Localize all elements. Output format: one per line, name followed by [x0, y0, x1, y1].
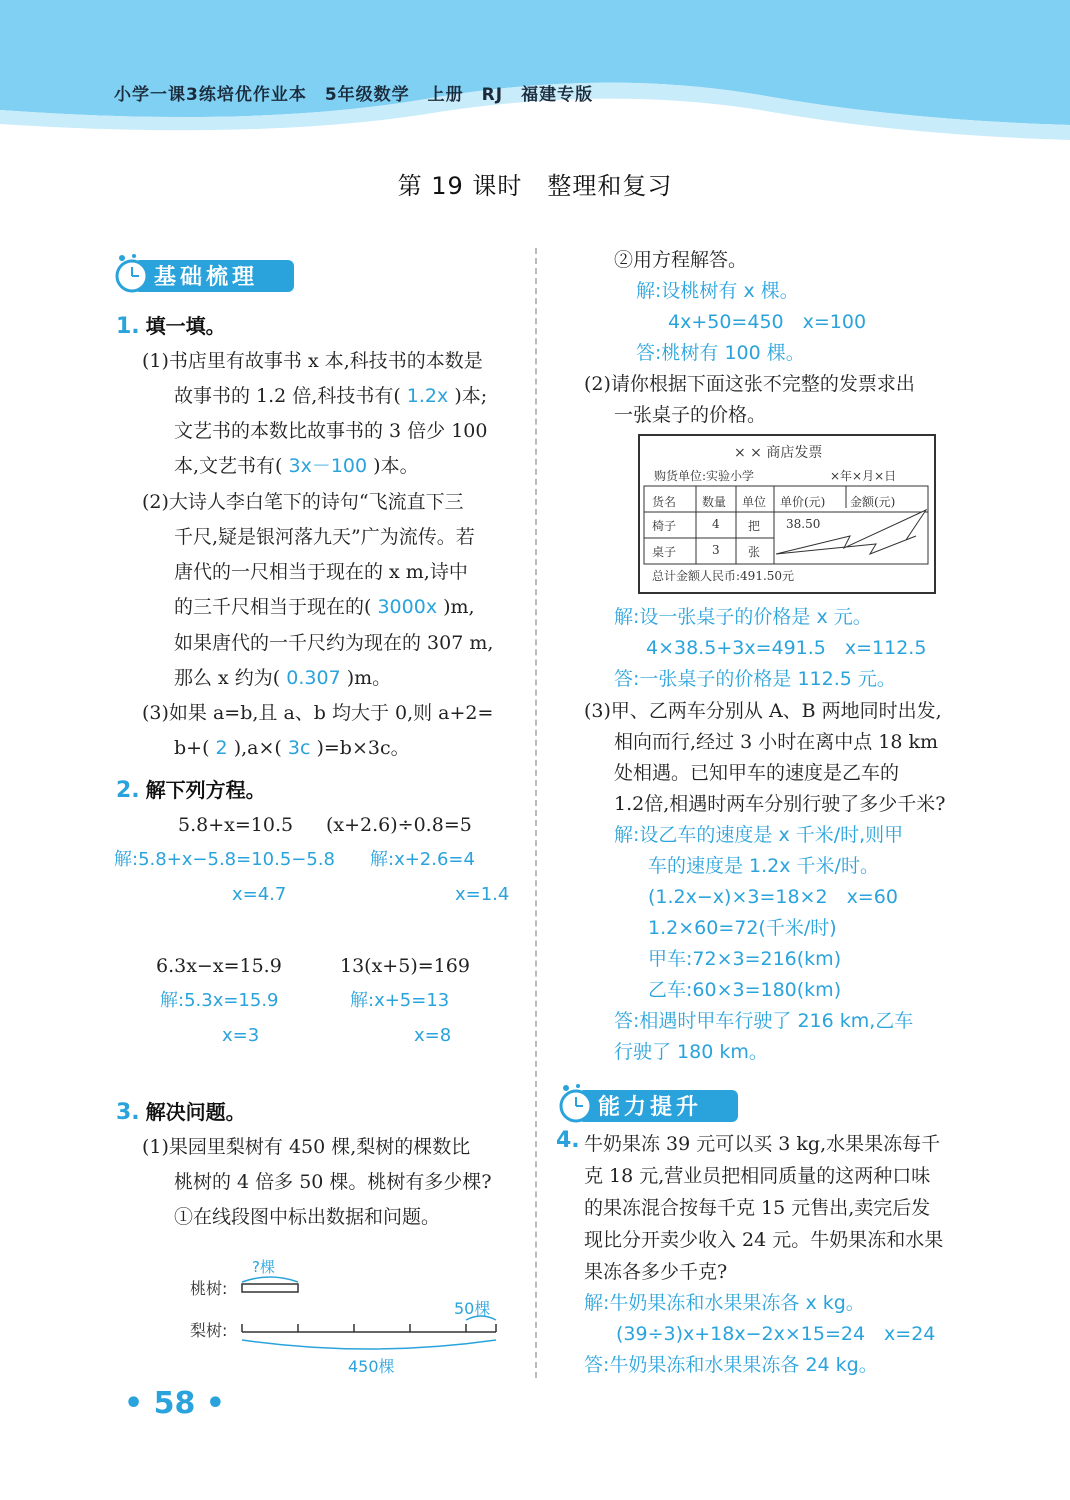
q3-p2-line2: 一张桌子的价格。 — [614, 404, 767, 426]
invoice-header-amount: 金额(元) — [850, 495, 896, 509]
page-number: • 58 • — [124, 1386, 225, 1421]
q2-eq1: 5.8+x=10.5 — [178, 814, 294, 836]
q1-line4 — [174, 453, 419, 479]
q3-p3-line1: (3)甲、乙两车分别从 A、B 两地同时出发, — [584, 700, 942, 722]
q2-sol1-step2: x=4.7 — [232, 884, 287, 905]
answer-1-6: 3c — [287, 737, 311, 759]
diagram-pear-label: 梨树: — [190, 1321, 228, 1340]
q3-p3-answer5: 甲车:72×3=216(km) — [648, 948, 842, 970]
q1-heading — [116, 310, 226, 339]
q4-line4: 现比分开卖少收入 24 元。牛奶果冻和水果 — [584, 1229, 944, 1251]
invoice-row1-qty: 4 — [712, 517, 720, 531]
answer-1-1: 1.2x — [406, 385, 449, 407]
q3-p1-line1: (1)果园里梨树有 450 棵,梨树的棵数比 — [142, 1136, 471, 1158]
invoice-row2-name: 桌子 — [652, 545, 677, 559]
q3-p3-answer4: 1.2×60=72(千米/时) — [648, 917, 837, 939]
q3-p3-answer8: 行驶了 180 km。 — [614, 1041, 768, 1063]
q1-line10 — [174, 665, 391, 691]
q1-line12-end: )=b×3c。 — [316, 737, 410, 759]
q4-answer1: 解:牛奶果冻和水果果冻各 x kg。 — [584, 1292, 865, 1314]
q3-p2-answer1: 解:设一张桌子的价格是 x 元。 — [614, 606, 872, 628]
invoice-buyer: 购货单位:实验小学 — [654, 469, 755, 483]
q3-p3-line2: 相向而行,经过 3 小时在离中点 18 km — [614, 731, 938, 753]
invoice-header-qty: 数量 — [702, 495, 727, 509]
q1-line12-mid: ),a×( — [233, 737, 282, 759]
q3-p1-answer1: 解:设桃树有 x 棵。 — [636, 280, 799, 302]
q1-line12 — [174, 735, 410, 761]
invoice-row2-unit: 张 — [748, 545, 761, 559]
q1-line8-text: 的三千尺相当于现在的( — [174, 596, 372, 618]
invoice-row1-name: 椅子 — [652, 519, 677, 533]
section-badge-advanced — [556, 1088, 740, 1122]
q3-p3-answer1: 解:设乙车的速度是 x 千米/时,则甲 — [614, 824, 904, 846]
q3-p1-line3: ①在线段图中标出数据和问题。 — [174, 1206, 441, 1228]
q4-answer3: 答:牛奶果冻和水果果冻各 24 kg。 — [584, 1354, 878, 1376]
q3-p3-answer7: 答:相遇时甲车行驶了 216 km,乙车 — [614, 1010, 914, 1032]
q1-line1: (1)书店里有故事书 x 本,科技书的本数是 — [142, 350, 483, 372]
section-label-advanced: 能力提升 — [598, 1095, 703, 1120]
line-segment-diagram — [186, 1250, 516, 1380]
q4-line2: 克 18 元,营业员把相同质量的这两种口味 — [584, 1165, 931, 1187]
invoice-row1-price: 38.50 — [786, 517, 821, 531]
q4-line3: 的果冻混合按每千克 15 元售出,卖完后发 — [584, 1197, 931, 1219]
q1-line2 — [174, 383, 487, 409]
q1-line8 — [174, 594, 475, 620]
q1-line9: 如果唐代的一千尺约为现在的 307 m, — [174, 632, 494, 654]
q1-line4-end: )本。 — [373, 455, 419, 477]
q3-p3-line3: 处相遇。已知甲车的速度是乙车的 — [614, 762, 900, 784]
section-badge-basic — [112, 258, 296, 292]
invoice-header-price: 单价(元) — [780, 495, 826, 509]
q2-sol4-step1: 解:x+5=13 — [350, 990, 450, 1011]
q3-p1-answer3: 答:桃树有 100 棵。 — [636, 342, 805, 364]
q2-heading — [116, 774, 266, 803]
q4-number: 4. — [556, 1128, 580, 1153]
q3-p1-line4: ②用方程解答。 — [614, 249, 748, 271]
section-label-basic: 基础梳理 — [154, 265, 259, 290]
invoice-date: ×年×月×日 — [830, 469, 897, 483]
q3-p2-answer3: 答:一张桌子的价格是 112.5 元。 — [614, 668, 896, 690]
answer-1-2: 3x－100 — [288, 455, 368, 477]
q1-line8-end: )m, — [443, 596, 475, 618]
diagram-question: ?棵 — [252, 1258, 275, 1276]
q3-heading — [116, 1096, 246, 1125]
q4-line1: 牛奶果冻 39 元可以买 3 kg,水果果冻每千 — [584, 1133, 941, 1155]
book-series-title: 小学一课3练培优作业本 5年级数学 上册 RJ 福建专版 — [114, 85, 594, 105]
q1-line7: 唐代的一尺相当于现在的 x m,诗中 — [174, 561, 468, 583]
invoice-total: 总计金额人民币:491.50元 — [652, 569, 795, 583]
q1-line6: 千尺,疑是银河落九天”广为流传。若 — [174, 526, 475, 548]
column-divider — [535, 248, 537, 1378]
q1-line3: 文艺书的本数比故事书的 3 倍少 100 — [174, 420, 488, 442]
q1-line12-text: b+( — [174, 737, 210, 759]
q2-sol3-step1: 解:5.3x=15.9 — [160, 990, 279, 1011]
answer-1-3: 3000x — [377, 596, 438, 618]
q4-answer2: (39÷3)x+18x−2x×15=24 x=24 — [616, 1323, 936, 1345]
q3-title: 解决问题。 — [145, 1100, 246, 1124]
q2-sol2-step1: 解:x+2.6=4 — [370, 849, 475, 870]
diagram-peach-label: 桃树: — [190, 1279, 228, 1298]
q1-line5: (2)大诗人李白笔下的诗句“飞流直下三 — [142, 491, 464, 513]
q3-p3-answer3: (1.2x−x)×3=18×2 x=60 — [648, 886, 898, 908]
diagram-total: 450棵 — [348, 1357, 395, 1376]
q1-number: 1. — [116, 314, 140, 339]
q1-line10-text: 那么 x 约为( — [174, 667, 281, 689]
diagram-extra: 50棵 — [454, 1299, 491, 1318]
q2-number: 2. — [116, 778, 140, 803]
answer-1-5: 2 — [215, 737, 228, 759]
invoice — [638, 434, 936, 594]
q3-p1-answer2: 4x+50=450 x=100 — [668, 311, 867, 333]
q2-eq3: 6.3x−x=15.9 — [156, 955, 282, 977]
q3-p2-answer2: 4×38.5+3x=491.5 x=112.5 — [646, 637, 927, 659]
q3-p2-line1: (2)请你根据下面这张不完整的发票求出 — [584, 373, 915, 395]
lesson-title: 第 19 课时 整理和复习 — [397, 172, 673, 200]
q2-sol2-step2: x=1.4 — [455, 884, 510, 905]
q2-eq2: (x+2.6)÷0.8=5 — [326, 814, 472, 836]
q1-line2-end: )本; — [454, 385, 488, 407]
q1-line10-end: )m。 — [346, 667, 392, 689]
q3-p3-line4: 1.2倍,相遇时两车分别行驶了多少千米? — [614, 793, 946, 815]
q3-p3-answer6: 乙车:60×3=180(km) — [648, 979, 842, 1001]
q4-heading — [556, 1128, 586, 1153]
q1-title: 填一填。 — [145, 314, 226, 338]
invoice-row1-unit: 把 — [748, 519, 761, 533]
q3-p3-answer2: 车的速度是 1.2x 千米/时。 — [648, 855, 879, 877]
q1-line11: (3)如果 a=b,且 a、b 均大于 0,则 a+2= — [142, 702, 494, 724]
q3-number: 3. — [116, 1100, 140, 1125]
q2-eq4: 13(x+5)=169 — [340, 955, 470, 977]
q2-sol3-step2: x=3 — [222, 1025, 260, 1046]
q1-line4-text: 本,文艺书有( — [174, 455, 283, 477]
invoice-row2-qty: 3 — [712, 543, 720, 557]
q4-line5: 果冻各多少千克? — [584, 1261, 728, 1283]
answer-1-4: 0.307 — [286, 667, 341, 689]
q1-line2-text: 故事书的 1.2 倍,科技书有( — [174, 385, 401, 407]
invoice-header-name: 货名 — [652, 495, 677, 509]
invoice-title: × × 商店发票 — [734, 445, 823, 461]
q3-p1-line2: 桃树的 4 倍多 50 棵。桃树有多少棵? — [174, 1171, 492, 1193]
invoice-header-unit: 单位 — [742, 495, 767, 509]
q2-sol1-step1: 解:5.8+x−5.8=10.5−5.8 — [114, 849, 336, 870]
q2-title: 解下列方程。 — [145, 778, 266, 802]
q2-sol4-step2: x=8 — [414, 1025, 452, 1046]
